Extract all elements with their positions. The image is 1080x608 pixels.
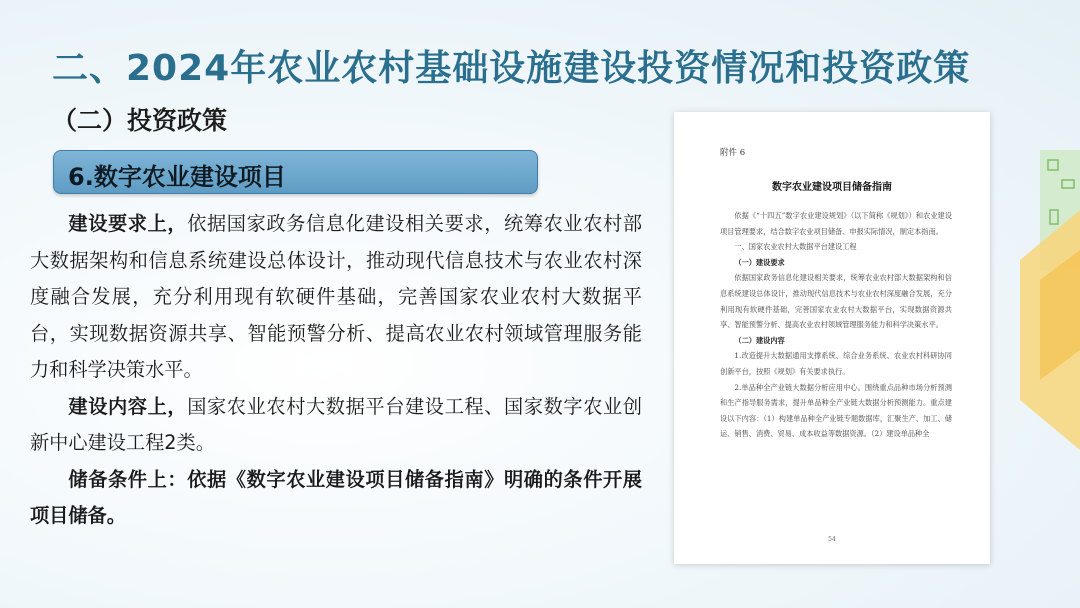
body-text	[30, 206, 642, 535]
contents-lead: 建设内容上，	[68, 394, 188, 418]
decorative-shapes	[990, 150, 1080, 450]
doc-subheading-contents: （二）建设内容	[734, 335, 785, 345]
doc-annex-label: 附件 6	[720, 148, 746, 158]
doc-body	[720, 208, 952, 442]
doc-section-1: 一、国家农业农村大数据平台建设工程	[734, 242, 857, 252]
paragraph-requirements	[30, 206, 642, 389]
section-subtitle: （二）投资政策	[52, 106, 228, 135]
contents-text: 国家农业农村大数据平台建设工程、国家数字农业创新中心建设工程2类。	[30, 394, 643, 454]
doc-title: 数字农业建设项目储备指南	[772, 182, 892, 193]
doc-item-1: 1.改造提升大数据通用支撑系统、综合业务系统、农业农村科研协同创新平台，按照《规划》有关要求执行。	[720, 351, 952, 376]
requirements-text: 依据国家政务信息化建设相关要求，统筹农业农村部大数据架构和信息系统建设总体设计，推动现代信息技术与农业农村深度融合发展，充分利用现有软硬件基础，完善国家农业农村大数据平台，实现数据资源共享、智能预警分析、提高农业农村领域管理服务能力和科学决策水平。	[30, 212, 643, 381]
doc-intro: 依据《“十四五”数字农业建设规划》（以下简称《规划》）和农业建设项目管理要求，结合数字农业项目储备、申报实际情况，制定本指南。	[720, 211, 952, 236]
section-banner	[53, 150, 538, 194]
paragraph-contents	[30, 389, 642, 462]
doc-page-number: 54	[828, 536, 836, 543]
doc-item-2: 2.单品种全产业链大数据分析应用中心。围绕重点品种市场分析预测和生产指导服务需求，提升单品种全产业链大数据分析预测能力。重点建设以下内容：（1）构建单品种全产业链专题数据库，汇聚生产、加工、储运、销售、消费、贸易、成本收益等数据资源。（2）建设单品种全	[720, 382, 952, 439]
banner-label: 6.数字农业建设项目	[68, 163, 286, 191]
document-page-image	[674, 112, 990, 564]
doc-subheading-requirements: （一）建设要求	[734, 257, 785, 267]
requirements-lead: 建设要求上，	[68, 212, 188, 235]
page-title: 二、2024年农业农村基础设施建设投资情况和投资政策	[52, 48, 971, 89]
doc-paragraph-requirements: 依据国家政务信息化建设相关要求，统筹农业农村部大数据架构和信息系统建设总体设计，推动现代信息技术与农业农村深度融合发展，充分利用现有软硬件基础，完善国家农业农村大数据平台，实现数据资源共享、智能预警分析、提高农业农村领域管理服务能力和科学决策水平。	[720, 273, 952, 330]
paragraph-conditions: 储备条件上：依据《数字农业建设项目储备指南》明确的条件开展项目储备。	[30, 467, 642, 527]
